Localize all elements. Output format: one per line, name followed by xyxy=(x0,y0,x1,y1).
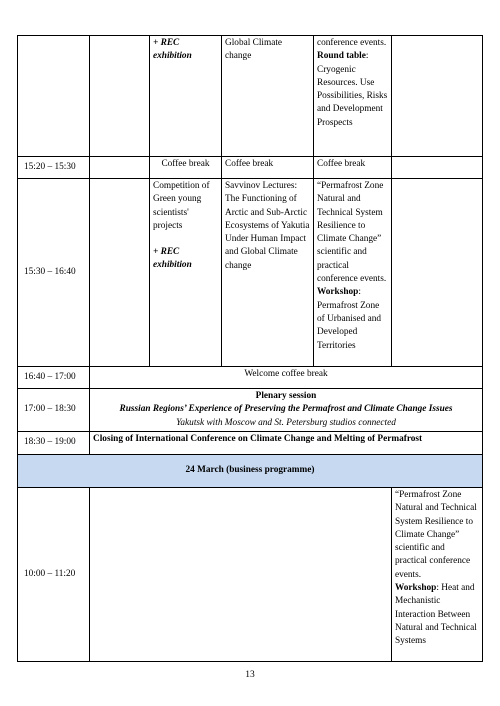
time-cell: 16:40 – 17:00 xyxy=(18,367,90,389)
schedule-row xyxy=(18,36,483,157)
page-number: 13 xyxy=(245,670,255,680)
time-cell: 17:00 – 18:30 xyxy=(18,389,90,432)
schedule-row xyxy=(18,367,483,389)
round-table-label: Round table xyxy=(317,51,366,62)
round-table-text: : Cryogenic Resources. Use Possibilities, Risks and Development Prospects xyxy=(317,51,388,128)
empty-cell xyxy=(392,179,483,367)
rec-label: + REC xyxy=(153,38,180,48)
schedule-row xyxy=(18,157,483,179)
session-cell xyxy=(150,179,222,367)
empty-cell xyxy=(90,157,150,179)
competition-text: Competition of Green young scientists' projects xyxy=(153,181,210,231)
schedule-row xyxy=(18,432,483,455)
workshop-text: : Permafrost Zone of Urbanised and Developed Territories xyxy=(317,287,382,351)
coffee-break-cell: Coffee break xyxy=(314,157,392,179)
plenary-subtitle: Russian Regions’ Experience of Preserving the Permafrost and Climate Change Issues xyxy=(119,404,453,415)
empty-cell xyxy=(392,36,483,157)
time-cell xyxy=(18,36,90,157)
workshop-label: Workshop xyxy=(395,583,437,594)
exhibition-label: exhibition xyxy=(153,260,192,271)
day-header-row xyxy=(18,455,483,488)
closing-cell: Closing of International Conference on Climate Change and Melting of Permafrost xyxy=(90,432,483,455)
empty-cell xyxy=(90,488,392,662)
day-header: 24 March (business programme) xyxy=(18,455,483,488)
schedule-row xyxy=(18,179,483,367)
time-cell: 18:30 – 19:00 xyxy=(18,432,90,455)
conference-events-text: conference events. xyxy=(317,38,387,48)
exhibition-label: exhibition xyxy=(153,51,192,62)
coffee-break-cell: Coffee break xyxy=(150,157,222,179)
conference-text: “Permafrost Zone Natural and Technical System Resilience to Climate Change” scientific and practical conference events. xyxy=(317,181,387,285)
schedule-table xyxy=(17,35,483,662)
plenary-note: Yakutsk with Moscow and St. Petersburg studios connected xyxy=(176,417,396,428)
conference-text: “Permafrost Zone Natural and Technical System Resilience to Climate Change” scientific and practical conference events. xyxy=(395,490,477,580)
empty-cell xyxy=(392,157,483,179)
session-cell xyxy=(314,179,392,367)
coffee-break-cell: Coffee break xyxy=(222,157,314,179)
schedule-row xyxy=(18,488,483,662)
session-cell xyxy=(150,36,222,157)
schedule-row xyxy=(18,389,483,432)
time-cell: 15:30 – 16:40 xyxy=(18,179,90,367)
time-cell: 10:00 – 11:20 xyxy=(18,488,90,662)
empty-cell xyxy=(90,179,150,367)
rec-label: + REC xyxy=(153,247,180,258)
workshop-label: Workshop xyxy=(317,287,359,298)
session-cell: Global Climate change xyxy=(222,36,314,157)
welcome-coffee-cell: Welcome coffee break xyxy=(90,367,483,389)
session-cell xyxy=(314,36,392,157)
time-cell: 15:20 – 15:30 xyxy=(18,157,90,179)
session-cell xyxy=(392,488,483,662)
workshop-text: : Heat and Mechanistic Interaction Between Natural and Technical Systems xyxy=(395,583,477,647)
session-cell: Savvinov Lectures: The Functioning of Arctic and Sub-Arctic Ecosystems of Yakutia Under Human Impact and Global Climate change xyxy=(222,179,314,367)
empty-cell xyxy=(90,36,150,157)
plenary-title: Plenary session xyxy=(255,391,317,401)
plenary-cell xyxy=(90,389,483,432)
